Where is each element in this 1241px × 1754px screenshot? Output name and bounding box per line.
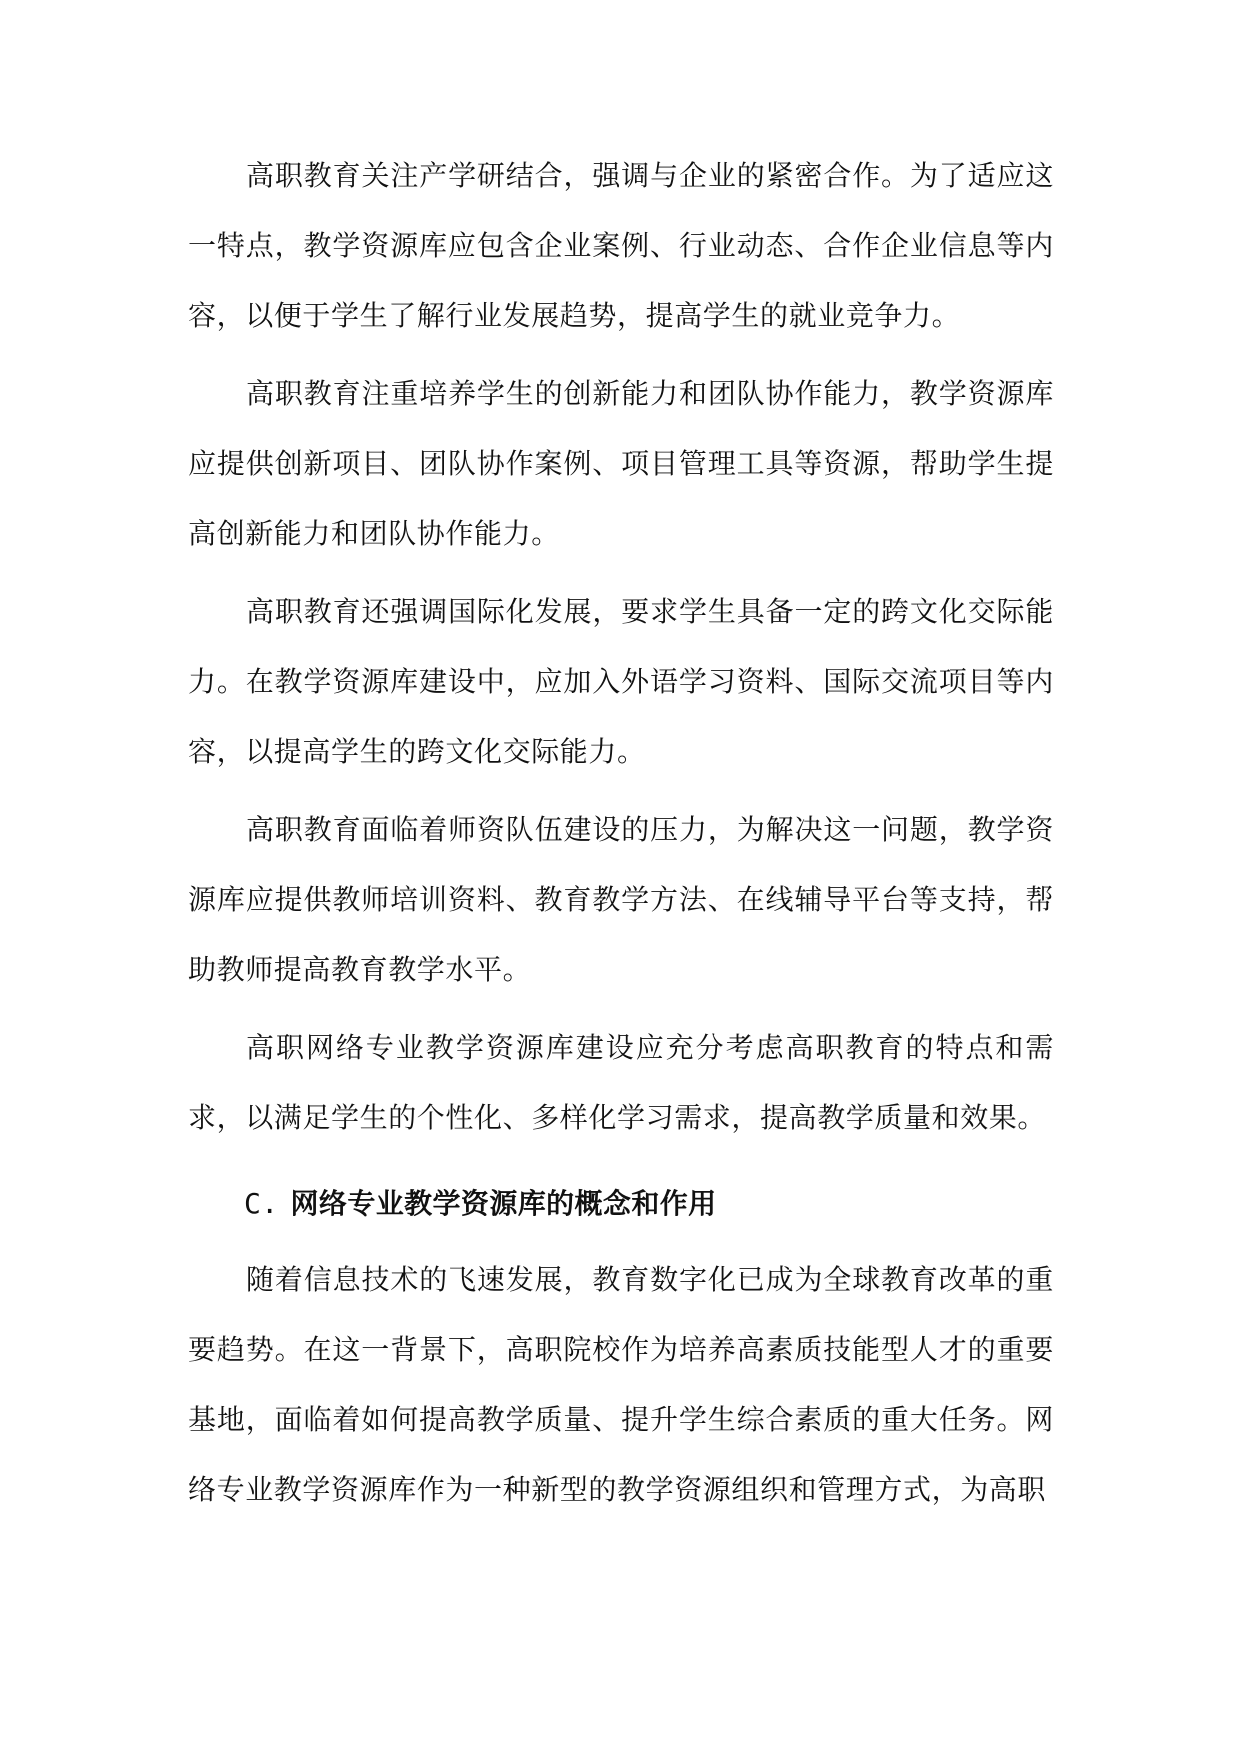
paragraph: 高职网络专业教学资源库建设应充分考虑高职教育的特点和需求，以满足学生的个性化、多样化学习需求，提高教学质量和效果。 xyxy=(188,1031,1054,1134)
paragraph: 高职教育还强调国际化发展，要求学生具备一定的跨文化交际能力。在教学资源库建设中，应加入外语学习资料、国际交流项目等内容，以提高学生的跨文化交际能力。 xyxy=(188,595,1054,768)
paragraph: 高职教育关注产学研结合，强调与企业的紧密合作。为了适应这一特点，教学资源库应包含企业案例、行业动态、合作企业信息等内容，以便于学生了解行业发展趋势，提高学生的就业竞争力。 xyxy=(188,159,1054,332)
section-number: C. xyxy=(244,1187,279,1220)
section-title: 网络专业教学资源库的概念和作用 xyxy=(290,1187,717,1220)
paragraph: 高职教育面临着师资队伍建设的压力，为解决这一问题，教学资源库应提供教师培训资料、教育教学方法、在线辅导平台等支持，帮助教师提高教育教学水平。 xyxy=(188,813,1054,986)
section-heading xyxy=(188,1169,1054,1239)
paragraph: 随着信息技术的飞速发展，教育数字化已成为全球教育改革的重要趋势。在这一背景下，高职院校作为培养高素质技能型人才的重要基地，面临着如何提高教学质量、提升学生综合素质的重大任务。网络专业教学资源库作为一种新型的教学资源组织和管理方式，为高职 xyxy=(188,1263,1054,1506)
paragraph: 高职教育注重培养学生的创新能力和团队协作能力，教学资源库应提供创新项目、团队协作案例、项目管理工具等资源，帮助学生提高创新能力和团队协作能力。 xyxy=(188,377,1054,550)
document-body xyxy=(188,141,1054,1533)
